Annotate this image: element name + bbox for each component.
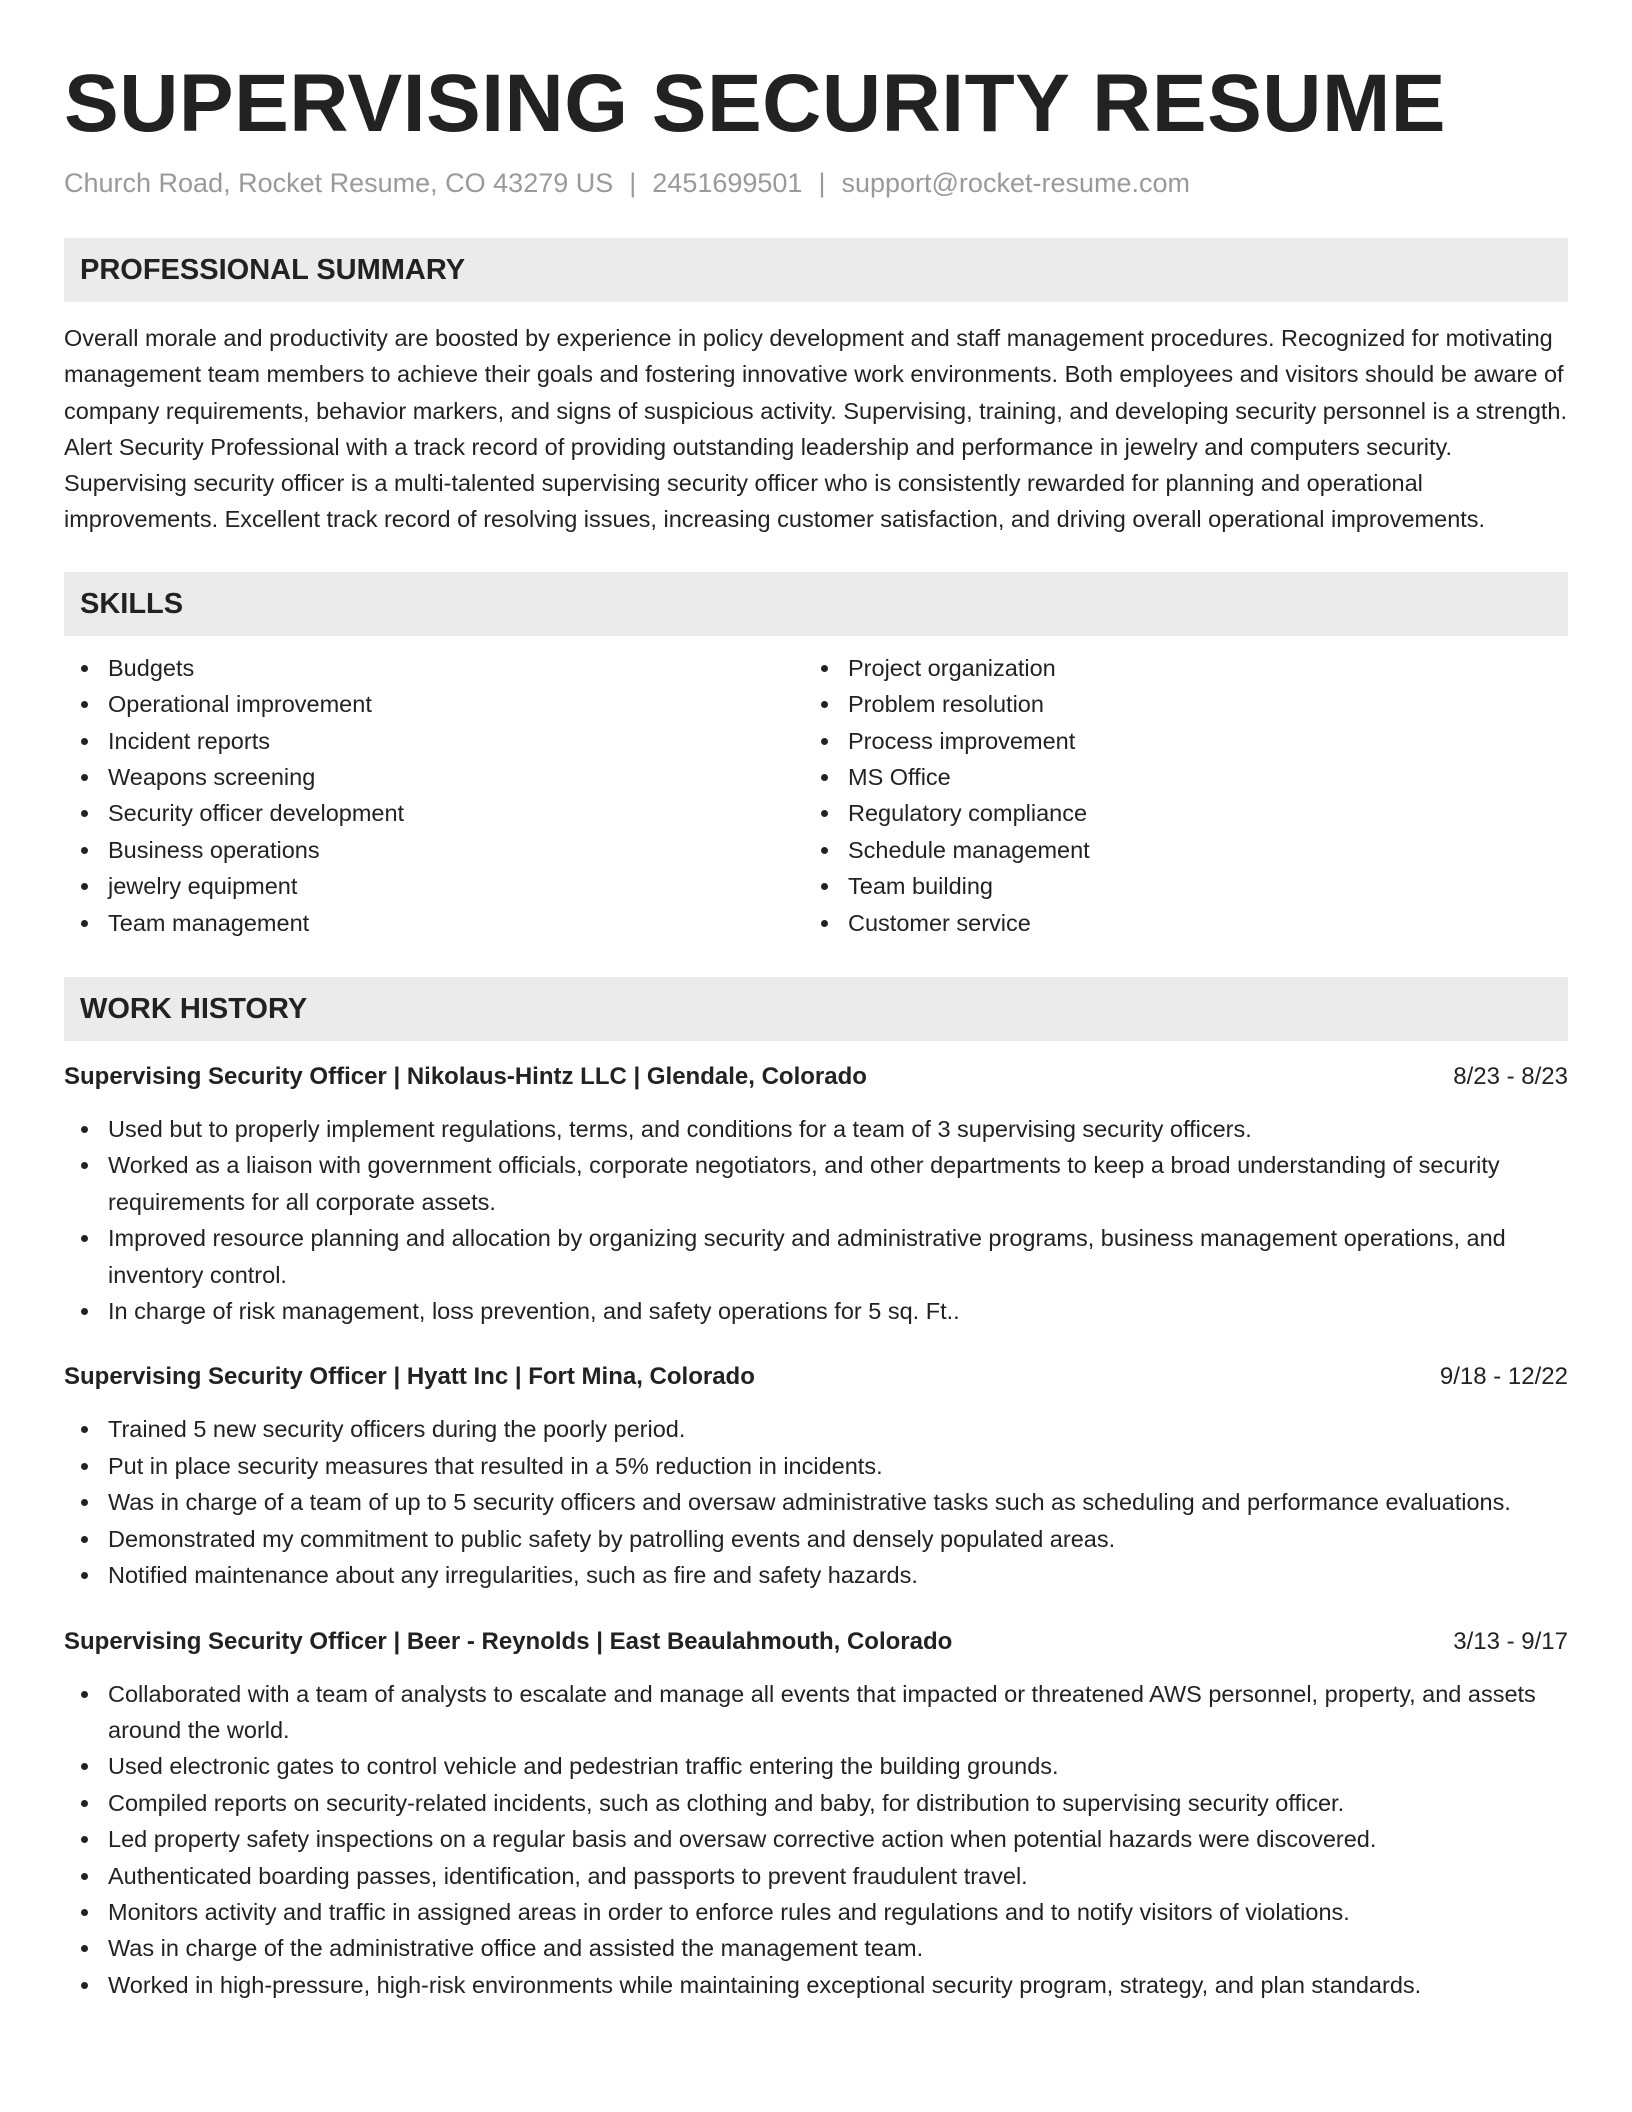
job-bullet: Improved resource planning and allocation by organizing security and administrative programs, business management operations, and inventory control. — [64, 1220, 1568, 1293]
skill-item: Customer service — [804, 905, 1564, 941]
job-header — [64, 1059, 1568, 1095]
job-bullet: In charge of risk management, loss prevention, and safety operations for 5 sq. Ft.. — [64, 1293, 1568, 1329]
skills-column-right — [804, 650, 1564, 941]
job-title: Supervising Security Officer | Hyatt Inc | Fort Mina, Colorado — [64, 1363, 755, 1391]
bullet-icon — [81, 1308, 88, 1315]
bullet-icon — [821, 847, 828, 854]
bullet-icon — [81, 1162, 88, 1169]
resume-title: SUPERVISING SECURITY RESUME — [64, 58, 1446, 149]
job-bullet: Notified maintenance about any irregularities, such as fire and safety hazards. — [64, 1557, 1568, 1593]
email-text: support@rocket-resume.com — [841, 168, 1190, 198]
job-dates: 8/23 - 8/23 — [1453, 1063, 1568, 1091]
skill-item: Project organization — [804, 650, 1564, 686]
bullet-icon — [81, 920, 88, 927]
job-title: Supervising Security Officer | Nikolaus-Hintz LLC | Glendale, Colorado — [64, 1063, 867, 1091]
skills-heading: SKILLS — [64, 572, 1568, 636]
bullet-icon — [81, 847, 88, 854]
job-bullet: Authenticated boarding passes, identification, and passports to prevent fraudulent travel. — [64, 1858, 1568, 1894]
bullet-icon — [81, 1982, 88, 1989]
skill-item: MS Office — [804, 759, 1564, 795]
bullet-icon — [81, 1800, 88, 1807]
work-history-heading: WORK HISTORY — [64, 977, 1568, 1041]
bullet-icon — [81, 1691, 88, 1698]
bullet-icon — [81, 1426, 88, 1433]
skills-list — [64, 650, 1568, 941]
job-bullets — [64, 1111, 1568, 1329]
contact-line — [64, 166, 1568, 200]
job-bullet: Demonstrated my commitment to public safety by patrolling events and densely populated areas. — [64, 1521, 1568, 1557]
bullet-icon — [821, 920, 828, 927]
skill-item: Team management — [64, 905, 804, 941]
bullet-icon — [81, 1463, 88, 1470]
job-bullet: Led property safety inspections on a regular basis and oversaw corrective action when potential hazards were discovered. — [64, 1821, 1568, 1857]
job-bullet: Worked as a liaison with government officials, corporate negotiators, and other departments to keep a broad understanding of security requirements for all corporate assets. — [64, 1147, 1568, 1220]
bullet-icon — [821, 810, 828, 817]
job-bullet: Was in charge of a team of up to 5 security officers and oversaw administrative tasks such as scheduling and performance evaluations. — [64, 1484, 1568, 1520]
job-title: Supervising Security Officer | Beer - Reynolds | East Beaulahmouth, Colorado — [64, 1627, 953, 1655]
bullet-icon — [821, 701, 828, 708]
job-bullet: Collaborated with a team of analysts to escalate and manage all events that impacted or threatened AWS personnel, property, and assets around the world. — [64, 1676, 1568, 1749]
bullet-icon — [81, 1536, 88, 1543]
bullet-icon — [81, 665, 88, 672]
summary-heading: PROFESSIONAL SUMMARY — [64, 238, 1568, 302]
bullet-icon — [81, 1235, 88, 1242]
skill-item: Weapons screening — [64, 759, 804, 795]
bullet-icon — [81, 1572, 88, 1579]
address-text: Church Road, Rocket Resume, CO 43279 US — [64, 168, 614, 198]
bullet-icon — [81, 701, 88, 708]
job-bullet: Compiled reports on security-related incidents, such as clothing and baby, for distribution to supervising security officer. — [64, 1785, 1568, 1821]
bullet-icon — [821, 738, 828, 745]
job-entry — [64, 1624, 1568, 2004]
bullet-icon — [81, 1499, 88, 1506]
job-bullet: Used electronic gates to control vehicle and pedestrian traffic entering the building grounds. — [64, 1748, 1568, 1784]
summary-text: Overall morale and productivity are boosted by experience in policy development and staff management procedures. Recognized for motivating management team members to achieve their goals and fostering innovative work environments. Both employees and visitors should be aware of company requirements, behavior markers, and signs of suspicious activity. Supervising, training, and developing security personnel is a strength. Alert Security Professional with a track record of providing outstanding leadership and performance in jewelry and computers security. Supervising security officer is a multi-talented supervising security officer who is consistently rewarded for planning and operational improvements. Excellent track record of resolving issues, increasing customer satisfaction, and driving overall operational improvements. — [64, 325, 1568, 533]
skill-item: Business operations — [64, 832, 804, 868]
skill-item: Team building — [804, 868, 1564, 904]
bullet-icon — [81, 810, 88, 817]
skill-item: Regulatory compliance — [804, 795, 1564, 831]
bullet-icon — [81, 774, 88, 781]
job-bullet: Was in charge of the administrative office and assisted the management team. — [64, 1930, 1568, 1966]
job-dates: 3/13 - 9/17 — [1453, 1627, 1568, 1655]
job-entry — [64, 1059, 1568, 1329]
skill-item: Budgets — [64, 650, 804, 686]
bullet-icon — [821, 665, 828, 672]
bullet-icon — [821, 774, 828, 781]
job-bullet: Trained 5 new security officers during the poorly period. — [64, 1411, 1568, 1447]
bullet-icon — [81, 1763, 88, 1770]
job-header — [64, 1359, 1568, 1395]
bullet-icon — [81, 738, 88, 745]
job-bullets — [64, 1411, 1568, 1593]
skill-item: Process improvement — [804, 723, 1564, 759]
job-bullets — [64, 1676, 1568, 2004]
job-bullet: Worked in high-pressure, high-risk environments while maintaining exceptional security program, strategy, and plan standards. — [64, 1967, 1568, 2003]
skills-column-left — [64, 650, 804, 941]
bullet-icon — [81, 883, 88, 890]
bullet-icon — [81, 1945, 88, 1952]
job-bullet: Put in place security measures that resulted in a 5% reduction in incidents. — [64, 1448, 1568, 1484]
bullet-icon — [81, 1836, 88, 1843]
bullet-icon — [81, 1126, 88, 1133]
skill-item: Schedule management — [804, 832, 1564, 868]
job-bullet: Monitors activity and traffic in assigned areas in order to enforce rules and regulations and to notify visitors of violations. — [64, 1894, 1568, 1930]
skill-item: Incident reports — [64, 723, 804, 759]
skill-item: Problem resolution — [804, 686, 1564, 722]
phone-text: 2451699501 — [652, 168, 803, 198]
job-bullet: Used but to properly implement regulations, terms, and conditions for a team of 3 supervising security officers. — [64, 1111, 1568, 1147]
skill-item: jewelry equipment — [64, 868, 804, 904]
skill-item: Operational improvement — [64, 686, 804, 722]
bullet-icon — [821, 883, 828, 890]
bullet-icon — [81, 1909, 88, 1916]
contact-separator: | — [629, 168, 637, 198]
bullet-icon — [81, 1873, 88, 1880]
skill-item: Security officer development — [64, 795, 804, 831]
job-header — [64, 1624, 1568, 1660]
job-entry — [64, 1359, 1568, 1593]
contact-separator: | — [818, 168, 826, 198]
job-dates: 9/18 - 12/22 — [1439, 1363, 1568, 1391]
